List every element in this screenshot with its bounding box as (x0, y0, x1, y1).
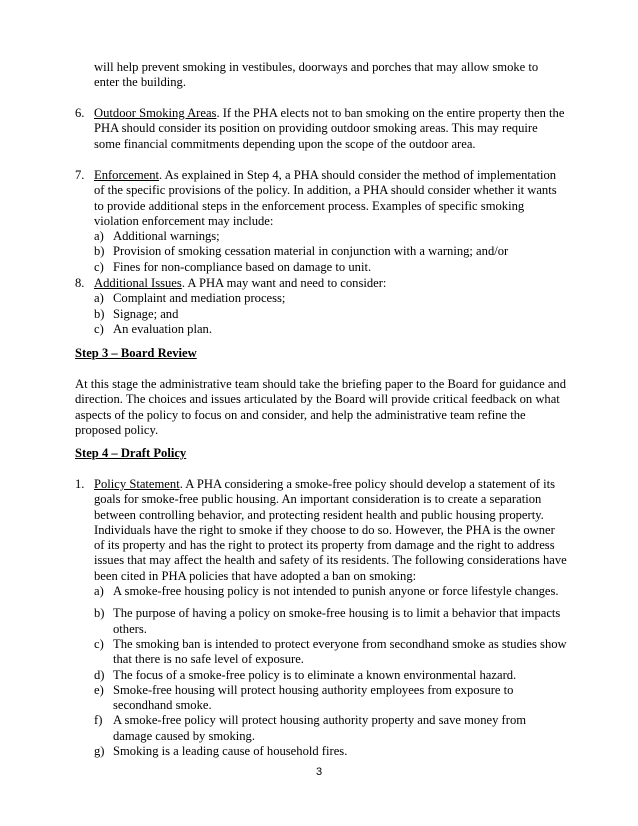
sub-text: A smoke-free policy will protect housing authority property and save money from damage caused by smoking. (113, 713, 527, 743)
item-number: 8. (75, 276, 85, 290)
item-body (94, 477, 567, 759)
sub-label: a) (94, 229, 104, 244)
policy-statement-item (75, 477, 567, 759)
continuation-paragraph (94, 60, 564, 91)
item-text: . A PHA considering a smoke-free policy should develop a statement of its goals for smoke-free public housing. An important consideration is to create a separation between controlling behavior, and protecting resident health and public housing property. Individuals have the right to smoke if they choose to do so. However, the PHA is the owner of its property and has the right to protect its property from damage and the right to address issues that may affect the health and safety of its residents. The following considerations have been cited in PHA policies that have adopted a ban on smoking: (94, 477, 567, 583)
sub-text: Smoke-free housing will protect housing authority employees from exposure to secondhand smoke. (113, 682, 514, 713)
sub-label: e) (94, 682, 104, 697)
sub-text: The focus of a smoke-free policy is to eliminate a known environmental hazard. (113, 667, 517, 682)
step-4-heading: Step 4 – Draft Policy (75, 446, 187, 460)
item-text: . A PHA may want and need to consider: (181, 276, 387, 290)
sub-item (94, 229, 567, 244)
sub-label: d) (94, 667, 105, 682)
continuation-text: will help prevent smoking in vestibules, doorways and porches that may allow smoke to enter the building. (94, 60, 539, 90)
sub-text: The purpose of having a policy on smoke-free housing is to limit a behavior that impacts others. (113, 606, 561, 636)
sub-label: c) (94, 259, 104, 274)
sub-label: a) (94, 291, 104, 306)
sub-item (94, 683, 567, 714)
sub-label: b) (94, 306, 105, 321)
sub-item (94, 244, 567, 259)
sub-item (94, 713, 567, 744)
page-number: 3 (315, 766, 323, 778)
list-item-6 (75, 106, 567, 152)
sub-item (94, 322, 567, 337)
item-number: 7. (75, 168, 85, 182)
sub-item (94, 291, 567, 306)
item-body (94, 106, 567, 152)
sub-item (94, 584, 567, 599)
item-number: 1. (75, 477, 85, 491)
item-title: Additional Issues (94, 276, 182, 290)
sub-label: c) (94, 636, 104, 651)
sub-label: f) (94, 713, 103, 728)
list-item-7 (75, 168, 567, 275)
sub-text: Smoking is a leading cause of household fires. (113, 744, 348, 759)
sub-item (94, 668, 567, 683)
sub-label: b) (94, 606, 105, 621)
item-number: 6. (75, 106, 85, 120)
sub-text: Additional warnings; (113, 229, 220, 244)
sub-item (94, 744, 567, 759)
sub-label: b) (94, 244, 105, 259)
sub-label: g) (94, 744, 105, 759)
item-title: Enforcement (94, 168, 160, 182)
sub-text: Provision of smoking cessation material in conjunction with a warning; and/or (113, 244, 509, 259)
sub-text: Fines for non-compliance based on damage to unit. (113, 259, 372, 274)
sub-text: Signage; and (113, 306, 179, 321)
sub-label: a) (94, 584, 104, 599)
step-3-heading: Step 3 – Board Review (75, 346, 197, 360)
sub-item (94, 307, 567, 322)
sub-item (94, 260, 567, 275)
sub-text: A smoke-free housing policy is not intended to punish anyone or force lifestyle changes. (113, 584, 559, 599)
item-text: . As explained in Step 4, a PHA should consider the method of implementation of the specific provisions of the policy. In addition, a PHA should consider whether it wants to provide additional steps in the enforcement process. Examples of specific smoking violation enforcement may include: (94, 168, 557, 228)
list-item-8 (75, 276, 567, 337)
item-title: Outdoor Smoking Areas (94, 106, 217, 120)
sub-text: The smoking ban is intended to protect everyone from secondhand smoke as studies show that there is no safe level of exposure. (113, 636, 567, 667)
item-body (94, 276, 567, 337)
sub-item (94, 637, 567, 668)
step-3-paragraph: At this stage the administrative team should take the briefing paper to the Board for guidance and direction. The choices and issues articulated by the Board will provide critical feedback on what aspects of the policy to focus on and consider, and help the administrative team refine the proposed policy. (75, 377, 567, 437)
item-title: Policy Statement (94, 477, 180, 491)
sub-text: An evaluation plan. (113, 321, 212, 336)
sub-item (94, 606, 567, 637)
item-body (94, 168, 567, 275)
sub-text: Complaint and mediation process; (113, 291, 286, 306)
sub-label: c) (94, 321, 104, 336)
item-text: . If the PHA elects not to ban smoking on the entire property then the PHA should consider its position on providing outdoor smoking areas. This may require some financial commitments depending upon the scope of the outdoor area. (94, 106, 565, 151)
